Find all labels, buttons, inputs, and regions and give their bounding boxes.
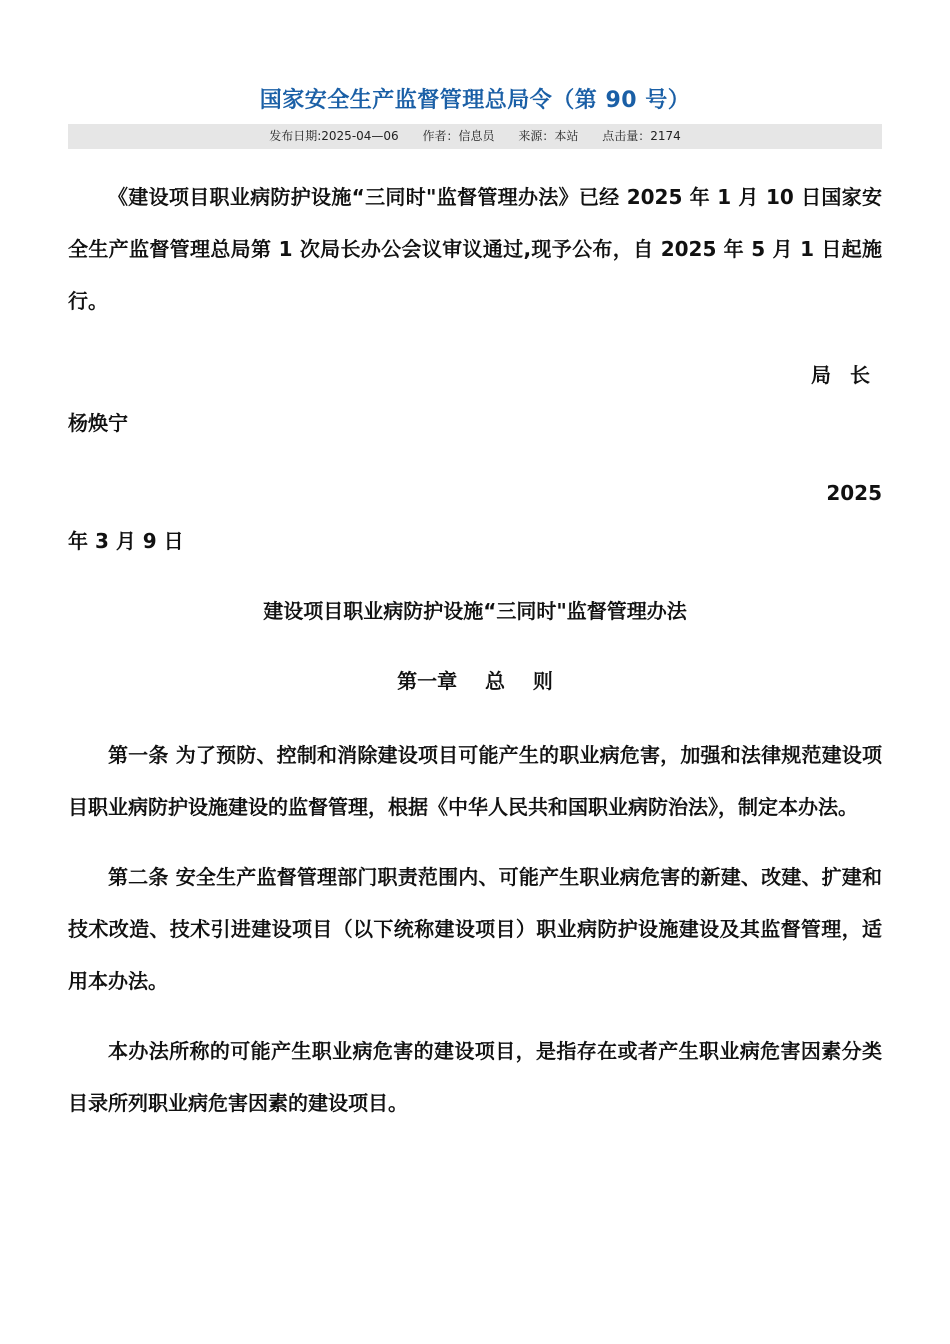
view-count: 点击量：2174 [602, 129, 681, 143]
meta-bar [68, 124, 882, 149]
author: 作者：信息员 [422, 129, 495, 143]
document-title: 国家安全生产监督管理总局令（第 90 号） [259, 88, 691, 113]
signer-title: 局 长 [811, 363, 876, 387]
signer-name: 杨焕宁 [68, 411, 128, 435]
chapter-heading: 第一章 总 则 [397, 669, 553, 693]
publish-date: 发布日期:2025-04—06 [269, 129, 399, 143]
decree-date-rest: 年 3 月 9 日 [68, 529, 184, 553]
source: 来源：本站 [518, 129, 579, 143]
article-2: 第二条 安全生产监督管理部门职责范围内、可能产生职业病危害的新建、改建、扩建和技术改造、技术引进建设项目（以下统称建设项目）职业病防护设施建设及其监督管理，适用本办法。 [68, 865, 882, 993]
article-1: 第一条 为了预防、控制和消除建设项目可能产生的职业病危害，加强和法律规范建设项目职业病防护设施建设的监督管理，根据《中华人民共和国职业病防治法》，制定本办法。 [68, 743, 882, 819]
decree-body: 《建设项目职业病防护设施“三同时"监督管理办法》已经 2025 年 1 月 10 日国家安全生产监督管理总局第 1 次局长办公会议审议通过,现予公布，自 2025 年 5 月 1 日起施行。 [68, 185, 882, 313]
article-2-paragraph-2: 本办法所称的可能产生职业病危害的建设项目，是指存在或者产生职业病危害因素分类目录所列职业病危害因素的建设项目。 [68, 1039, 882, 1115]
law-title: 建设项目职业病防护设施“三同时"监督管理办法 [263, 599, 687, 623]
decree-date-year: 2025 [826, 481, 882, 505]
document-page [68, 0, 882, 1129]
